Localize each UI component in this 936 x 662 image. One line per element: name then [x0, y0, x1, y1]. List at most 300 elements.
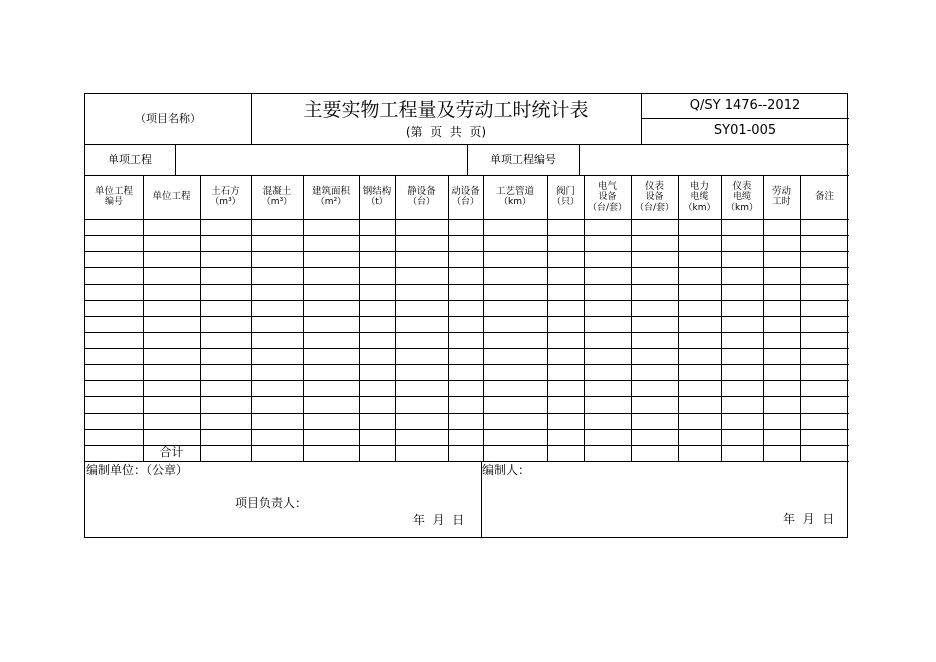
- table-cell[interactable]: [359, 429, 395, 445]
- table-cell[interactable]: [303, 267, 359, 283]
- total-cell[interactable]: [721, 445, 763, 461]
- table-cell[interactable]: [721, 316, 763, 332]
- column-header-13-line2: 电缆: [690, 191, 709, 202]
- table-cell[interactable]: [547, 348, 584, 364]
- total-cell[interactable]: [359, 445, 395, 461]
- table-cell[interactable]: [584, 219, 631, 235]
- table-cell[interactable]: [200, 251, 251, 267]
- table-cell[interactable]: [143, 348, 200, 364]
- column-header-16-line1: 备注: [814, 191, 834, 203]
- table-cell[interactable]: [85, 364, 143, 380]
- table-cell[interactable]: [547, 251, 584, 267]
- table-cell[interactable]: [359, 380, 395, 396]
- table-cell[interactable]: [483, 251, 547, 267]
- table-cell[interactable]: [763, 429, 800, 445]
- table-cell[interactable]: [678, 300, 721, 316]
- table-cell[interactable]: [448, 364, 483, 380]
- table-cell[interactable]: [547, 332, 584, 348]
- table-cell[interactable]: [85, 413, 143, 429]
- column-header-1: [85, 175, 143, 219]
- table-cell[interactable]: [395, 332, 448, 348]
- table-cell[interactable]: [251, 219, 303, 235]
- table-cell[interactable]: [721, 348, 763, 364]
- column-rule: [448, 175, 449, 461]
- table-cell[interactable]: [721, 380, 763, 396]
- table-cell[interactable]: [200, 316, 251, 332]
- table-cell[interactable]: [721, 396, 763, 412]
- table-cell[interactable]: [200, 413, 251, 429]
- table-cell[interactable]: [359, 267, 395, 283]
- column-header-1-line2: 编号: [104, 197, 123, 208]
- table-cell[interactable]: [395, 284, 448, 300]
- table-cell[interactable]: [721, 332, 763, 348]
- column-header-13: [678, 175, 721, 219]
- table-cell[interactable]: [483, 332, 547, 348]
- table-cell[interactable]: [631, 267, 678, 283]
- table-cell[interactable]: [200, 396, 251, 412]
- table-cell[interactable]: [359, 396, 395, 412]
- table-cell[interactable]: [763, 380, 800, 396]
- table-cell[interactable]: [721, 284, 763, 300]
- table-cell[interactable]: [359, 300, 395, 316]
- column-header-6: [359, 175, 395, 219]
- table-cell[interactable]: [631, 284, 678, 300]
- table-cell[interactable]: [200, 380, 251, 396]
- table-cell[interactable]: [483, 235, 547, 251]
- single-item-field[interactable]: [175, 144, 467, 175]
- column-rule: [800, 175, 801, 461]
- table-cell[interactable]: [395, 364, 448, 380]
- column-header-3-line1: 土石方: [211, 185, 240, 197]
- table-cell[interactable]: [584, 284, 631, 300]
- table-cell[interactable]: [547, 267, 584, 283]
- table-cell[interactable]: [584, 267, 631, 283]
- table-cell[interactable]: [547, 284, 584, 300]
- table-cell[interactable]: [359, 235, 395, 251]
- table-cell[interactable]: [800, 429, 849, 445]
- column-rule: [359, 175, 360, 461]
- table-cell[interactable]: [143, 316, 200, 332]
- column-header-14-line2: 电缆: [732, 191, 751, 202]
- table-cell[interactable]: [85, 332, 143, 348]
- rule-grid-bottom: [85, 461, 849, 462]
- table-cell[interactable]: [395, 219, 448, 235]
- table-cell[interactable]: [547, 429, 584, 445]
- table-cell[interactable]: [631, 219, 678, 235]
- table-cell[interactable]: [303, 251, 359, 267]
- table-cell[interactable]: [631, 429, 678, 445]
- column-header-11-line1: 电气: [597, 180, 617, 192]
- column-header-8: [448, 175, 483, 219]
- table-cell[interactable]: [448, 396, 483, 412]
- table-cell[interactable]: [763, 251, 800, 267]
- column-header-14-line3: （km）: [726, 202, 758, 213]
- table-cell[interactable]: [547, 219, 584, 235]
- table-cell[interactable]: [678, 429, 721, 445]
- table-cell[interactable]: [763, 219, 800, 235]
- table-cell[interactable]: [200, 267, 251, 283]
- column-header-11: [584, 175, 631, 219]
- table-cell[interactable]: [483, 267, 547, 283]
- table-cell[interactable]: [483, 316, 547, 332]
- table-cell[interactable]: [631, 413, 678, 429]
- column-rule: [395, 175, 396, 461]
- table-cell[interactable]: [678, 284, 721, 300]
- table-cell[interactable]: [678, 251, 721, 267]
- table-cell[interactable]: [200, 284, 251, 300]
- table-cell[interactable]: [800, 251, 849, 267]
- table-cell[interactable]: [143, 267, 200, 283]
- table-cell[interactable]: [631, 332, 678, 348]
- table-cell[interactable]: [251, 396, 303, 412]
- table-cell[interactable]: [395, 348, 448, 364]
- table-cell[interactable]: [678, 396, 721, 412]
- table-cell[interactable]: [448, 284, 483, 300]
- total-cell[interactable]: [763, 445, 800, 461]
- table-cell[interactable]: [359, 316, 395, 332]
- table-cell[interactable]: [143, 284, 200, 300]
- table-cell[interactable]: [763, 332, 800, 348]
- table-cell[interactable]: [448, 380, 483, 396]
- table-cell[interactable]: [143, 219, 200, 235]
- total-cell[interactable]: [200, 445, 251, 461]
- column-header-4-line1: 混凝土: [262, 185, 292, 197]
- date-left: 年 月 日: [413, 512, 465, 527]
- column-header-14: [721, 175, 763, 219]
- column-rule: [251, 175, 252, 461]
- table-cell[interactable]: [251, 235, 303, 251]
- table-cell[interactable]: [547, 364, 584, 380]
- column-rule: [678, 175, 679, 461]
- table-cell[interactable]: [800, 300, 849, 316]
- table-cell[interactable]: [448, 413, 483, 429]
- table-cell[interactable]: [303, 413, 359, 429]
- table-cell[interactable]: [800, 364, 849, 380]
- column-header-1-line1: 单位工程: [94, 185, 133, 197]
- table-cell[interactable]: [448, 235, 483, 251]
- table-cell[interactable]: [359, 251, 395, 267]
- total-cell[interactable]: [85, 445, 143, 461]
- table-cell[interactable]: [678, 413, 721, 429]
- table-cell[interactable]: [251, 251, 303, 267]
- column-header-11-line3: （台/套）: [587, 202, 628, 213]
- table-cell[interactable]: [721, 235, 763, 251]
- table-cell[interactable]: [303, 235, 359, 251]
- table-cell[interactable]: [678, 219, 721, 235]
- table-cell[interactable]: [85, 251, 143, 267]
- table-cell[interactable]: [678, 332, 721, 348]
- table-cell[interactable]: [200, 219, 251, 235]
- table-cell[interactable]: [143, 332, 200, 348]
- table-cell[interactable]: [85, 348, 143, 364]
- table-cell[interactable]: [395, 235, 448, 251]
- table-cell[interactable]: [395, 251, 448, 267]
- single-item-no-field[interactable]: [579, 144, 849, 175]
- table-cell[interactable]: [631, 364, 678, 380]
- table-cell[interactable]: [303, 300, 359, 316]
- column-rule: [631, 175, 632, 461]
- table-cell[interactable]: [395, 316, 448, 332]
- table-cell[interactable]: [395, 396, 448, 412]
- table-cell[interactable]: [763, 235, 800, 251]
- table-cell[interactable]: [547, 380, 584, 396]
- table-cell[interactable]: [200, 300, 251, 316]
- rule-title-right: [641, 94, 642, 144]
- table-cell[interactable]: [483, 413, 547, 429]
- table-cell[interactable]: [251, 429, 303, 445]
- table-cell[interactable]: [631, 396, 678, 412]
- table-cell[interactable]: [678, 348, 721, 364]
- column-header-11-line2: 设备: [598, 191, 617, 202]
- table-cell[interactable]: [763, 316, 800, 332]
- table-cell[interactable]: [678, 235, 721, 251]
- rule-row2-a: [175, 144, 176, 175]
- table-cell[interactable]: [143, 300, 200, 316]
- table-cell[interactable]: [631, 380, 678, 396]
- table-cell[interactable]: [448, 300, 483, 316]
- table-cell[interactable]: [584, 380, 631, 396]
- column-header-5-line2: （m²）: [315, 197, 347, 208]
- table-cell[interactable]: [143, 413, 200, 429]
- table-cell[interactable]: [85, 267, 143, 283]
- table-cell[interactable]: [800, 380, 849, 396]
- table-cell[interactable]: [251, 267, 303, 283]
- table-cell[interactable]: [251, 284, 303, 300]
- table-cell[interactable]: [303, 219, 359, 235]
- table-cell[interactable]: [584, 316, 631, 332]
- table-cell[interactable]: [200, 348, 251, 364]
- table-cell[interactable]: [143, 251, 200, 267]
- table-cell[interactable]: [200, 235, 251, 251]
- table-cell[interactable]: [800, 413, 849, 429]
- table-cell[interactable]: [359, 332, 395, 348]
- column-header-12-line3: （台/套）: [634, 202, 675, 213]
- table-cell[interactable]: [631, 300, 678, 316]
- total-cell[interactable]: [547, 445, 584, 461]
- table-cell[interactable]: [483, 284, 547, 300]
- table-cell[interactable]: [85, 300, 143, 316]
- column-rule: [547, 175, 548, 461]
- table-cell[interactable]: [721, 267, 763, 283]
- total-cell[interactable]: [448, 445, 483, 461]
- table-cell[interactable]: [584, 396, 631, 412]
- column-header-5: [303, 175, 359, 219]
- table-cell[interactable]: [143, 429, 200, 445]
- table-cell[interactable]: [395, 267, 448, 283]
- table-cell[interactable]: [395, 300, 448, 316]
- table-cell[interactable]: [303, 380, 359, 396]
- total-cell[interactable]: [678, 445, 721, 461]
- table-cell[interactable]: [200, 429, 251, 445]
- table-cell[interactable]: [763, 348, 800, 364]
- table-cell[interactable]: [85, 316, 143, 332]
- table-cell[interactable]: [800, 267, 849, 283]
- table-cell[interactable]: [251, 364, 303, 380]
- table-cell[interactable]: [359, 413, 395, 429]
- table-cell[interactable]: [763, 364, 800, 380]
- table-cell[interactable]: [763, 413, 800, 429]
- table-cell[interactable]: [395, 413, 448, 429]
- table-cell[interactable]: [85, 396, 143, 412]
- total-cell[interactable]: [395, 445, 448, 461]
- table-cell[interactable]: [584, 235, 631, 251]
- table-cell[interactable]: [547, 235, 584, 251]
- table-cell[interactable]: [631, 235, 678, 251]
- column-header-14-line1: 仪表: [732, 180, 752, 192]
- table-cell[interactable]: [448, 332, 483, 348]
- table-cell[interactable]: [483, 396, 547, 412]
- table-cell[interactable]: [448, 219, 483, 235]
- table-cell[interactable]: [303, 429, 359, 445]
- table-cell[interactable]: [143, 364, 200, 380]
- table-cell[interactable]: [678, 267, 721, 283]
- project-leader: 项目负责人：: [235, 495, 308, 510]
- total-cell[interactable]: [631, 445, 678, 461]
- standard-code: Q/SY 1476--2012: [689, 98, 801, 114]
- table-cell[interactable]: [395, 429, 448, 445]
- column-header-6-line1: 钢结构: [362, 185, 392, 197]
- table-cell[interactable]: [85, 380, 143, 396]
- table-cell[interactable]: [483, 219, 547, 235]
- total-cell[interactable]: [584, 445, 631, 461]
- table-cell[interactable]: [800, 219, 849, 235]
- table-cell[interactable]: [631, 251, 678, 267]
- table-cell[interactable]: [584, 348, 631, 364]
- table-cell[interactable]: [303, 316, 359, 332]
- column-header-2: [143, 175, 200, 219]
- table-cell[interactable]: [85, 284, 143, 300]
- table-cell[interactable]: [678, 380, 721, 396]
- table-cell[interactable]: [483, 300, 547, 316]
- table-cell[interactable]: [547, 316, 584, 332]
- column-header-12: [631, 175, 678, 219]
- table-cell[interactable]: [251, 316, 303, 332]
- table-cell[interactable]: [448, 267, 483, 283]
- table-cell[interactable]: [800, 316, 849, 332]
- table-cell[interactable]: [584, 251, 631, 267]
- table-cell[interactable]: [800, 348, 849, 364]
- table-cell[interactable]: [303, 348, 359, 364]
- table-cell[interactable]: [200, 332, 251, 348]
- table-cell[interactable]: [678, 364, 721, 380]
- total-cell[interactable]: [800, 445, 849, 461]
- table-cell[interactable]: [721, 300, 763, 316]
- table-cell[interactable]: [251, 413, 303, 429]
- table-cell[interactable]: [483, 429, 547, 445]
- table-cell[interactable]: [547, 396, 584, 412]
- column-rule: [584, 175, 585, 461]
- table-cell[interactable]: [547, 300, 584, 316]
- column-header-4-line2: （m³）: [261, 197, 293, 208]
- table-cell[interactable]: [584, 429, 631, 445]
- column-header-8-line2: （台）: [451, 197, 479, 208]
- table-cell[interactable]: [631, 316, 678, 332]
- table-cell[interactable]: [448, 429, 483, 445]
- column-header-3-line2: （m³）: [210, 197, 241, 208]
- total-cell[interactable]: [303, 445, 359, 461]
- table-cell[interactable]: [584, 300, 631, 316]
- column-header-10: [547, 175, 584, 219]
- column-header-12-line2: 设备: [645, 191, 664, 202]
- table-cell[interactable]: [303, 284, 359, 300]
- total-cell[interactable]: [483, 445, 547, 461]
- table-cell[interactable]: [359, 284, 395, 300]
- table-cell[interactable]: [678, 316, 721, 332]
- table-cell[interactable]: [303, 396, 359, 412]
- column-rule: [200, 175, 201, 461]
- table-cell[interactable]: [143, 235, 200, 251]
- table-cell[interactable]: [483, 380, 547, 396]
- table-cell[interactable]: [584, 332, 631, 348]
- column-header-16: [800, 175, 849, 219]
- table-cell[interactable]: [85, 219, 143, 235]
- column-header-13-line3: （km）: [683, 202, 716, 213]
- table-cell[interactable]: [359, 364, 395, 380]
- table-cell[interactable]: [763, 300, 800, 316]
- table-cell[interactable]: [721, 429, 763, 445]
- table-cell[interactable]: [395, 380, 448, 396]
- table-cell[interactable]: [85, 429, 143, 445]
- table-cell[interactable]: [483, 348, 547, 364]
- table-cell[interactable]: [251, 332, 303, 348]
- statistics-form: [84, 93, 848, 538]
- table-cell[interactable]: [721, 251, 763, 267]
- table-cell[interactable]: [143, 396, 200, 412]
- table-cell[interactable]: [251, 348, 303, 364]
- table-cell[interactable]: [763, 396, 800, 412]
- table-cell[interactable]: [800, 284, 849, 300]
- table-cell[interactable]: [800, 396, 849, 412]
- table-cell[interactable]: [483, 364, 547, 380]
- table-cell[interactable]: [85, 235, 143, 251]
- table-cell[interactable]: [448, 348, 483, 364]
- table-cell[interactable]: [763, 267, 800, 283]
- table-cell[interactable]: [448, 251, 483, 267]
- rule-code-divider: [641, 118, 849, 119]
- total-cell[interactable]: [251, 445, 303, 461]
- table-cell[interactable]: [448, 316, 483, 332]
- table-cell[interactable]: [547, 413, 584, 429]
- column-header-10-line1: 阀门: [555, 185, 575, 197]
- table-cell[interactable]: [143, 380, 200, 396]
- table-cell[interactable]: [303, 332, 359, 348]
- table-cell[interactable]: [763, 284, 800, 300]
- column-header-6-line2: （t）: [366, 197, 388, 208]
- project-name: （项目名称）: [135, 112, 201, 126]
- table-cell[interactable]: [721, 364, 763, 380]
- column-rule: [721, 175, 722, 461]
- table-cell[interactable]: [359, 348, 395, 364]
- table-cell[interactable]: [800, 235, 849, 251]
- table-cell[interactable]: [721, 219, 763, 235]
- page-info: (第 页 共 页): [405, 125, 487, 140]
- table-cell[interactable]: [584, 364, 631, 380]
- rule-footer-divider: [481, 461, 482, 538]
- table-cell[interactable]: [359, 219, 395, 235]
- table-cell[interactable]: [251, 380, 303, 396]
- column-header-7-line2: （台）: [407, 197, 435, 208]
- column-rule: [303, 175, 304, 461]
- table-cell[interactable]: [303, 364, 359, 380]
- column-header-15: [763, 175, 800, 219]
- table-cell[interactable]: [200, 364, 251, 380]
- table-cell[interactable]: [251, 300, 303, 316]
- table-cell[interactable]: [631, 348, 678, 364]
- table-cell[interactable]: [721, 413, 763, 429]
- table-cell[interactable]: [800, 332, 849, 348]
- table-cell[interactable]: [584, 413, 631, 429]
- date-right: 年 月 日: [783, 511, 835, 526]
